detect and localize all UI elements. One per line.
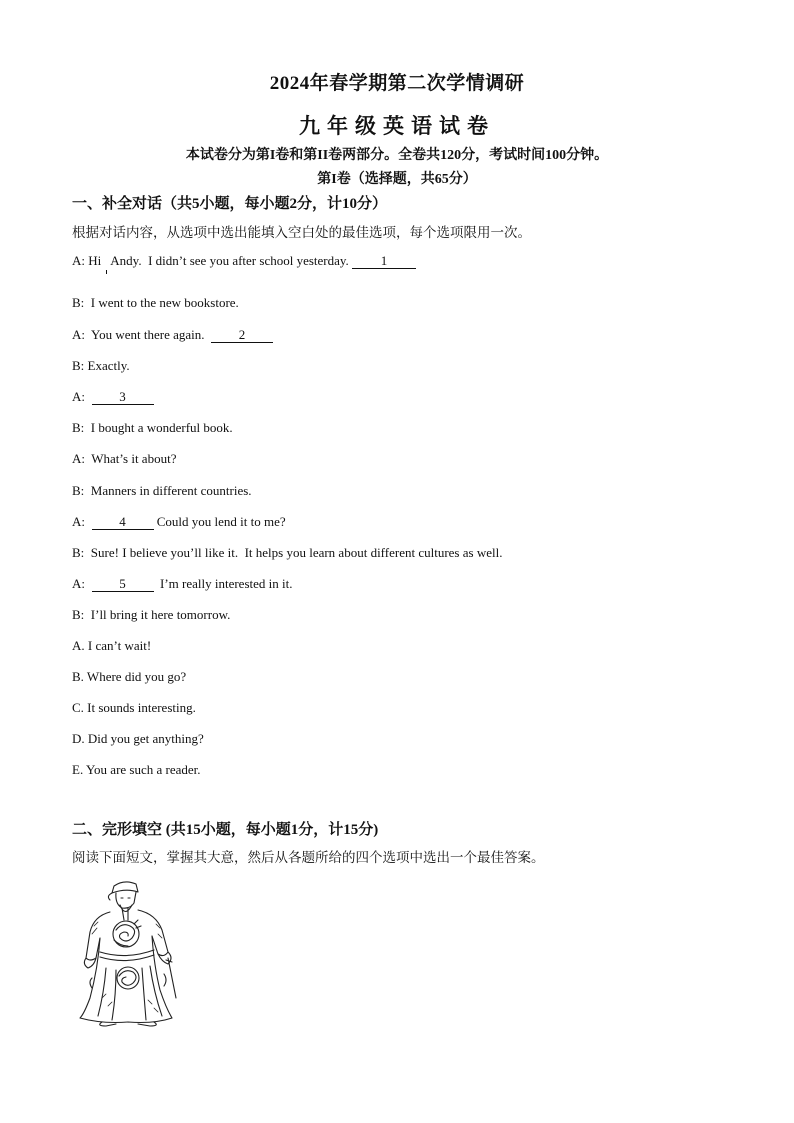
- dialogue-text-after-blank: Could you lend it to me?: [153, 514, 286, 529]
- dialogue-text: A: What’s it about?: [72, 451, 177, 466]
- answer-blank-1[interactable]: 1: [352, 254, 416, 269]
- dialogue-line: [72, 514, 286, 530]
- dialogue-line: [72, 545, 502, 561]
- section-one-instruction: 根据对话内容，从选项中选出能填入空白处的最佳选项，每个选项限用一次。: [72, 225, 531, 240]
- dialogue-text: B: I’ll bring it here tomorrow.: [72, 607, 231, 622]
- part-one-heading: 第I卷（选择题，共65分）: [317, 172, 477, 187]
- dialogue-text: A:: [72, 514, 92, 529]
- dialogue-text: B: Exactly.: [72, 358, 130, 373]
- dialogue-line: [72, 576, 292, 592]
- dialogue-line: [72, 420, 233, 436]
- dialogue-text-after-blank: I’m really interested in it.: [153, 576, 293, 591]
- dialogue-line: [72, 451, 176, 467]
- section-two-instruction: 阅读下面短文，掌握其大意，然后从各题所给的四个选项中选出一个最佳答案。: [72, 850, 545, 865]
- section-two-heading: 二、完形填空 (共15小题，每小题1分，计15分): [72, 822, 379, 838]
- section-one-heading: 一、补全对话（共5小题，每小题2分，计10分）: [72, 196, 388, 212]
- dialogue-text: A: You went there again.: [72, 327, 212, 342]
- dialogue-text: B: Sure! I believe you’ll like it. It helps you learn about different cultures as well.: [72, 545, 503, 560]
- answer-option: C. It sounds interesting.: [72, 700, 196, 715]
- dialogue-text: B: I went to the new bookstore.: [72, 295, 239, 310]
- stray-mark: [106, 270, 107, 274]
- answer-blank-2[interactable]: 2: [211, 328, 273, 343]
- dialogue-line: [72, 389, 154, 405]
- dialogue-line: [72, 607, 230, 623]
- answer-blank-3[interactable]: 3: [92, 390, 154, 405]
- answer-option: B. Where did you go?: [72, 669, 187, 684]
- exam-subtitle: 九年级英语试卷: [299, 114, 495, 138]
- dialogue-line: [72, 483, 252, 499]
- exam-intro: 本试卷分为第I卷和第II卷两部分。全卷共120分，考试时间100分钟。: [185, 148, 609, 163]
- dialogue-text: A:: [72, 576, 92, 591]
- dialogue-line: [72, 253, 416, 269]
- answer-blank-4[interactable]: 4: [92, 515, 154, 530]
- dialogue-text: A: Hi Andy. I didn’t see you after school yesterday.: [72, 253, 353, 268]
- dialogue-line: [72, 358, 130, 374]
- dialogue-text: A:: [72, 389, 92, 404]
- dialogue-line: [72, 295, 239, 311]
- ancient-warrior-illustration: [72, 878, 182, 1028]
- answer-option: D. Did you get anything?: [72, 731, 204, 746]
- answer-blank-5[interactable]: 5: [92, 577, 154, 592]
- answer-option: A. I can’t wait!: [72, 638, 152, 653]
- dialogue-text: B: Manners in different countries.: [72, 483, 252, 498]
- exam-title: 2024年春学期第二次学情调研: [269, 73, 525, 94]
- dialogue-text: B: I bought a wonderful book.: [72, 420, 233, 435]
- dialogue-line: [72, 327, 273, 343]
- answer-option: E. You are such a reader.: [72, 762, 201, 777]
